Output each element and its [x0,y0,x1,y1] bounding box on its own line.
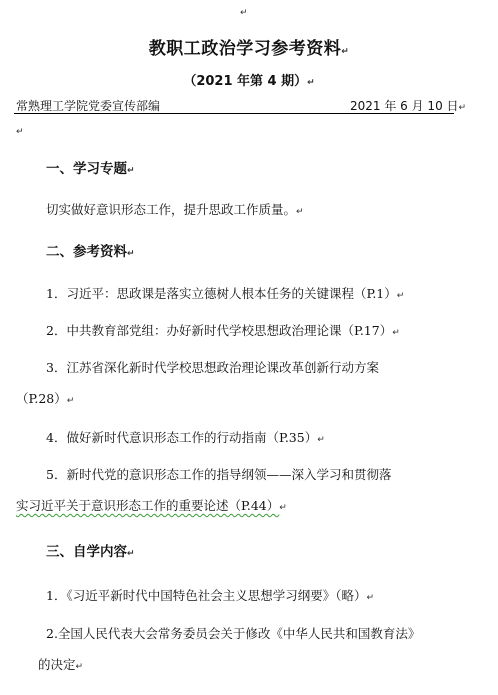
publish-date [350,97,466,114]
date-text: 2021 年 6 月 10 日 [350,99,459,113]
title-text: 教职工政治学习参考资料 [148,39,342,59]
list-item [46,284,404,302]
item-text: 切实做好意识形态工作，提升思政工作质量。 [46,202,297,217]
paragraph-mark: ↵ [16,127,24,137]
issue-number [0,70,498,89]
paragraph-mark: ↵ [240,8,248,18]
paragraph-mark: ↵ [127,166,135,176]
section-heading-text: 二、参考资料 [46,244,127,260]
paragraph-mark: ↵ [458,103,467,113]
paragraph-mark: ↵ [341,47,350,57]
list-item: 5．新时代党的意识形态工作的指导纲领——深入学习和贯彻落 [46,467,392,482]
paragraph-mark: ↵ [307,78,315,88]
item-text: 4．做好新时代意识形态工作的行动指南（P.35） [46,430,318,445]
list-item-continuation [38,655,83,673]
issue-text: （2021 年第 4 期） [183,74,308,89]
list-item-continuation [16,389,74,407]
list-item [46,428,325,446]
section-heading [46,540,135,560]
item-text: 1．《习近平新时代中国特色社会主义思想学习纲要》（略） [46,588,367,603]
paragraph-mark: ↵ [317,435,325,445]
paragraph-mark: ↵ [396,291,405,301]
list-item: 2.全国人民代表大会常务委员会关于修改《中华人民共和国教育法》 [46,626,421,641]
list-item [46,586,374,604]
list-item [46,200,304,218]
item-text: 实习近平关于意识形态工作的重要论述（P.44） [16,498,280,513]
list-item-continuation [16,496,287,514]
paragraph-mark: ↵ [279,503,287,513]
item-text: （P.28） [16,391,67,406]
paragraph-mark: ↵ [75,662,84,672]
section-heading [46,157,135,177]
header-rule [14,113,454,114]
paragraph-mark: ↵ [127,549,135,559]
list-item: 3．江苏省深化新时代学校思想政治理论课改革创新行动方案 [46,360,379,375]
section-heading [46,240,135,260]
item-text: 2．中共教育部党组：办好新时代学校思想政治理论课（P.17） [46,323,393,338]
section-heading-text: 三、自学内容 [46,544,127,560]
section-heading-text: 一、学习专题 [46,161,127,177]
publisher: 常熟理工学院党委宣传部编 [16,99,161,113]
paragraph-mark: ↵ [296,207,304,217]
paragraph-mark: ↵ [66,396,75,406]
document-title [0,34,498,59]
item-text: 1．习近平：思政课是落实立德树人根本任务的关键课程（P.1） [46,286,397,301]
paragraph-mark: ↵ [127,249,135,259]
paragraph-mark: ↵ [392,328,400,338]
item-text: 的决定 [38,657,76,672]
list-item [46,321,400,339]
paragraph-mark: ↵ [366,593,375,603]
